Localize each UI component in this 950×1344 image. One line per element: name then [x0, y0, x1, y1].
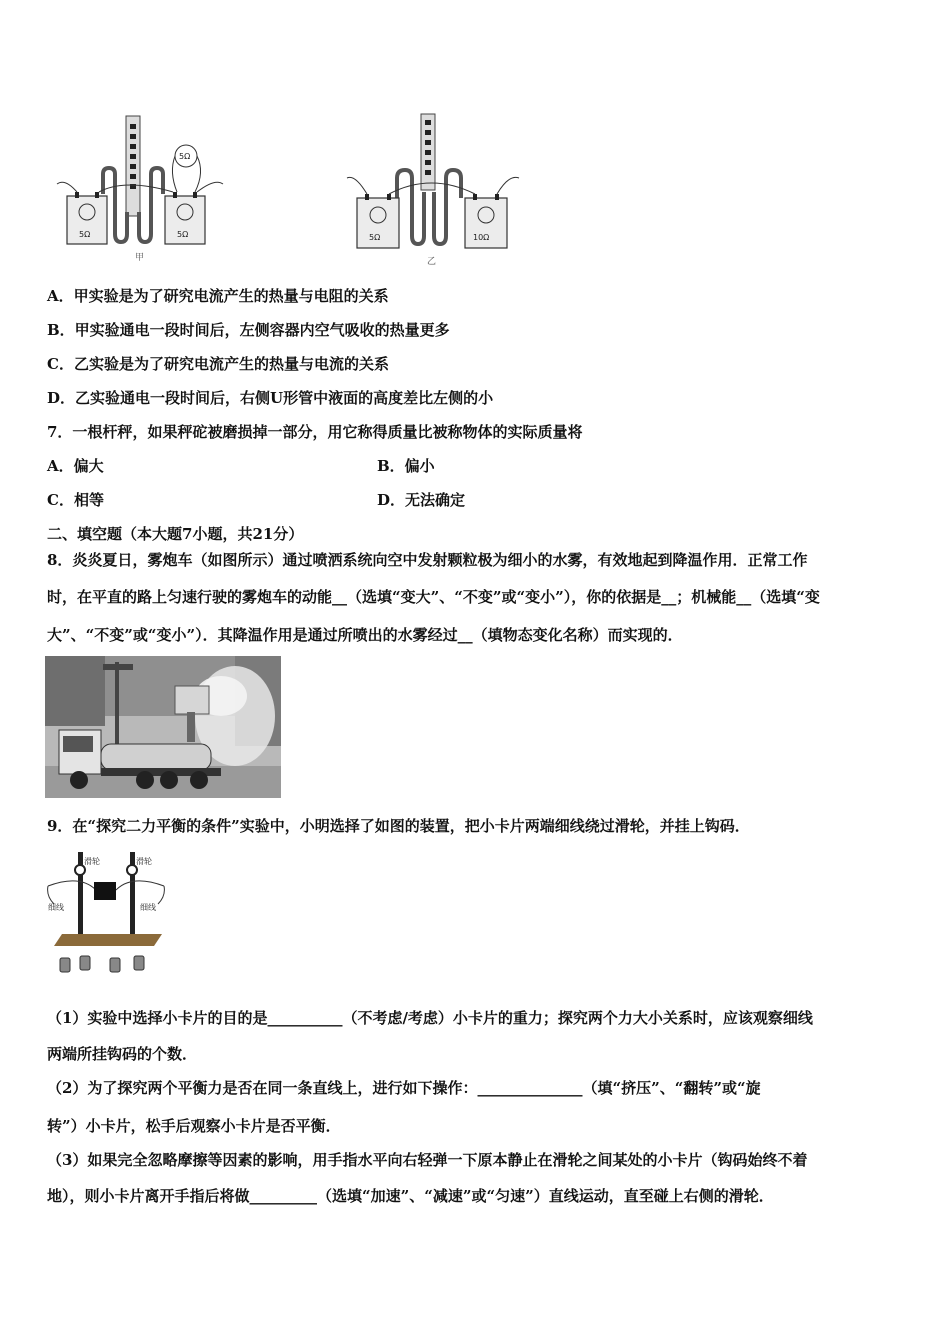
q9-part1-line-1: （1）实验中选择小卡片的目的是__________（不考虑/考虑）小卡片的重力；探究两个力大小关系时，应该观察细线 — [47, 1009, 813, 1027]
q7-stem: 7．一根杆秤，如果秤砣被磨损掉一部分，用它称得质量比被称物体的实际质量将 — [47, 423, 583, 441]
q7-option-c: C．相等 — [47, 491, 104, 509]
jia-parallel-label: 5Ω — [179, 152, 191, 161]
q8-line-2: 时，在平直的路上匀速行驶的雾炮车的动能__（选填“变大”、“不变”或“变小”），你的依据是__；机械能__（选填“变 — [47, 588, 820, 606]
q6-option-b: B．甲实验通电一段时间后，左侧容器内空气吸收的热量更多 — [47, 321, 450, 339]
fig-string-right: 细线 — [140, 903, 156, 912]
q7-option-a: A．偏大 — [47, 457, 104, 475]
q9-part1-line-2: 两端所挂钩码的个数． — [47, 1045, 198, 1063]
q9-part3-line-1: （3）如果完全忽略摩擦等因素的影响，用手指水平向右轻弹一下原本静止在滑轮之间某处的小卡片（钩码始终不着 — [47, 1151, 808, 1169]
yi-right-label: 10Ω — [473, 233, 490, 242]
q9-part2-line-2: 转”）小卡片，松手后观察小卡片是否平衡． — [47, 1117, 341, 1135]
q7-option-d: D．无法确定 — [377, 491, 466, 509]
q8-line-3: 大”、“不变”或“变小”）．其降温作用是通过所喷出的水雾经过__（填物态变化名称）而实现的． — [47, 626, 683, 644]
q9-part2-line-1: （2）为了探究两个平衡力是否在同一条直线上，进行如下操作：______________（填“挤压”、“翻转”或“旋 — [47, 1079, 761, 1097]
yi-caption: 乙 — [427, 257, 437, 267]
pulley-apparatus-figure — [44, 846, 168, 980]
jia-right-label: 5Ω — [177, 230, 189, 239]
q6-option-a: A．甲实验是为了研究电流产生的热量与电阻的关系 — [47, 287, 389, 305]
q8-line-1: 8．炎炎夏日，雾炮车（如图所示）通过喷洒系统向空中发射颗粒极为细小的水雾，有效地起到降温作用．正常工作 — [47, 551, 808, 569]
yi-left-label: 5Ω — [369, 233, 381, 242]
fog-cannon-truck-photo — [45, 656, 281, 798]
q7-option-b: B．偏小 — [377, 457, 435, 475]
q9-part3-line-2: 地），则小卡片离开手指后将做_________（选填“加速”、“减速”或“匀速”）直线运动，直至碰上右侧的滑轮． — [47, 1187, 774, 1205]
fig-string-left: 细线 — [48, 903, 64, 912]
q6-option-c: C．乙实验是为了研究电流产生的热量与电流的关系 — [47, 355, 389, 373]
jia-left-label: 5Ω — [79, 230, 91, 239]
fig-pulley-left: 滑轮 — [84, 857, 100, 866]
figure-jia — [55, 112, 225, 264]
section-heading: 二、填空题（本大题7小题，共21分） — [47, 525, 304, 543]
q9-stem: 9．在“探究二力平衡的条件”实验中，小明选择了如图的装置，把小卡片两端细线绕过滑轮，并挂上钩码． — [47, 817, 750, 835]
fig-pulley-right: 滑轮 — [136, 857, 152, 866]
jia-caption: 甲 — [135, 253, 145, 263]
figure-yi — [345, 112, 525, 268]
q6-option-d: D．乙实验通电一段时间后，右侧U形管中液面的高度差比左侧的小 — [47, 389, 494, 407]
